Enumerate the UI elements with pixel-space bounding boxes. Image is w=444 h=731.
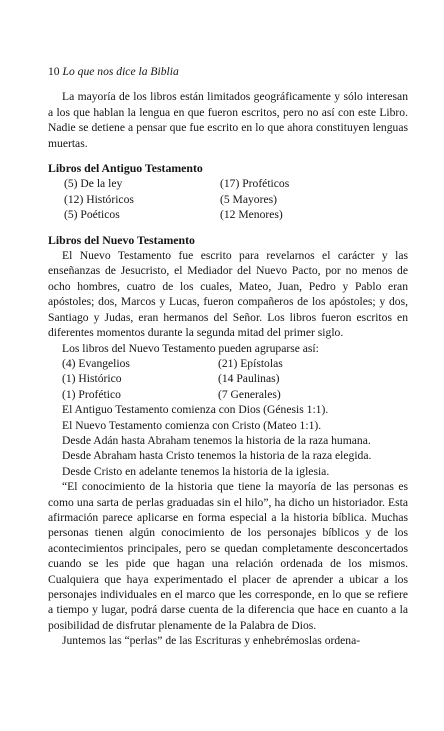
statement-old-begins: El Antiguo Testamento comienza con Dios (Génesis 1:1).: [62, 403, 329, 417]
final-line: Juntemos las “perlas” de las Escrituras y enhebrémoslas ordena-: [62, 634, 361, 648]
ot-item-right: (17) Proféticos: [220, 177, 290, 191]
ot-item-right: (12 Menores): [220, 208, 283, 222]
nt-item-left: (1) Histórico: [62, 372, 122, 386]
statement-christ-onward: Desde Cristo en adelante tenemos la historia de la iglesia.: [62, 464, 330, 478]
intro-paragraph: La mayoría de los libros están limitados geográficamente y sólo interesan a los que hablan la lengua en que fueron escritos, pero no así con este Libro. Nadie se detiene a pensar que fue escrito en lo que ahora constituyen lenguas muertas.: [48, 90, 408, 150]
new-testament-list: [48, 356, 408, 402]
new-testament-paragraph: El Nuevo Testamento fue escrito para revelarnos el carácter y las enseñanzas de Jesucristo, el Mediador del Nuevo Pacto, por no menos de ocho hombres, cuatro de los cuales, Mateo, Juan, Pedro y Pablo eran apóstoles; dos, Marcos y Lucas, fueron compañeros de los apóstoles; y dos, Santiago y Judas, eran hermanos del Señor. Los libros fueron escritos en diferentes momentos durante la segunda mitad del primer siglo.: [48, 249, 408, 340]
new-testament-heading: Libros del Nuevo Testamento: [48, 232, 195, 247]
ot-item-right: (5 Mayores): [220, 192, 277, 206]
statement-abraham-christ: Desde Abraham hasta Cristo tenemos la historia de la raza elegida.: [62, 449, 372, 463]
old-testament-list: [48, 176, 408, 222]
section-gap: [48, 151, 408, 161]
nt-item-right: (7 Generales): [218, 387, 281, 401]
grouping-intro: Los libros del Nuevo Testamento pueden agruparse así:: [62, 341, 319, 355]
old-testament-heading: Libros del Antiguo Testamento: [48, 161, 203, 176]
ot-item-left: (5) De la ley: [64, 177, 123, 191]
statement-adam-abraham: Desde Adán hasta Abraham tenemos la historia de la raza humana.: [62, 433, 371, 447]
book-page: [48, 64, 408, 649]
ot-item-left: (12) Históricos: [64, 192, 134, 206]
page-number: 10: [48, 65, 60, 78]
nt-item-left: (1) Profético: [62, 387, 121, 401]
nt-item-right: (14 Paulinas): [218, 372, 280, 386]
nt-item-right: (21) Epístolas: [218, 356, 283, 370]
book-title: Lo que nos dice la Biblia: [62, 65, 179, 78]
statement-new-begins: El Nuevo Testamento comienza con Cristo (Mateo 1:1).: [62, 418, 322, 432]
nt-item-left: (4) Evangelios: [62, 356, 130, 370]
running-head: [48, 64, 408, 79]
ot-item-left: (5) Poéticos: [64, 208, 120, 222]
section-gap: [48, 223, 408, 233]
quote-paragraph: “El conocimiento de la historia que tiene la mayoría de las personas es como una sarta de perlas graduadas sin el hilo”, ha dicho un historiador. Esta afirmación parece aplicarse en forma especial a la historia bíblica. Muchas personas tienen algún conocimiento de los personajes bíblicos y de los acontecimientos principales, pero se quedan completamente desconcertados cuando se les pide que hagan una relación ordenada de los mismos. Cualquiera que haya experimentado el placer de aprender a ubicar a los personajes individuales en el marco que les corresponde, en lo que se refiere a tiempo y lugar, podrá darse cuenta de la diferencia que hace en cuanto a la posibilidad de disfrutar plenamente de la Palabra de Dios.: [48, 480, 408, 632]
